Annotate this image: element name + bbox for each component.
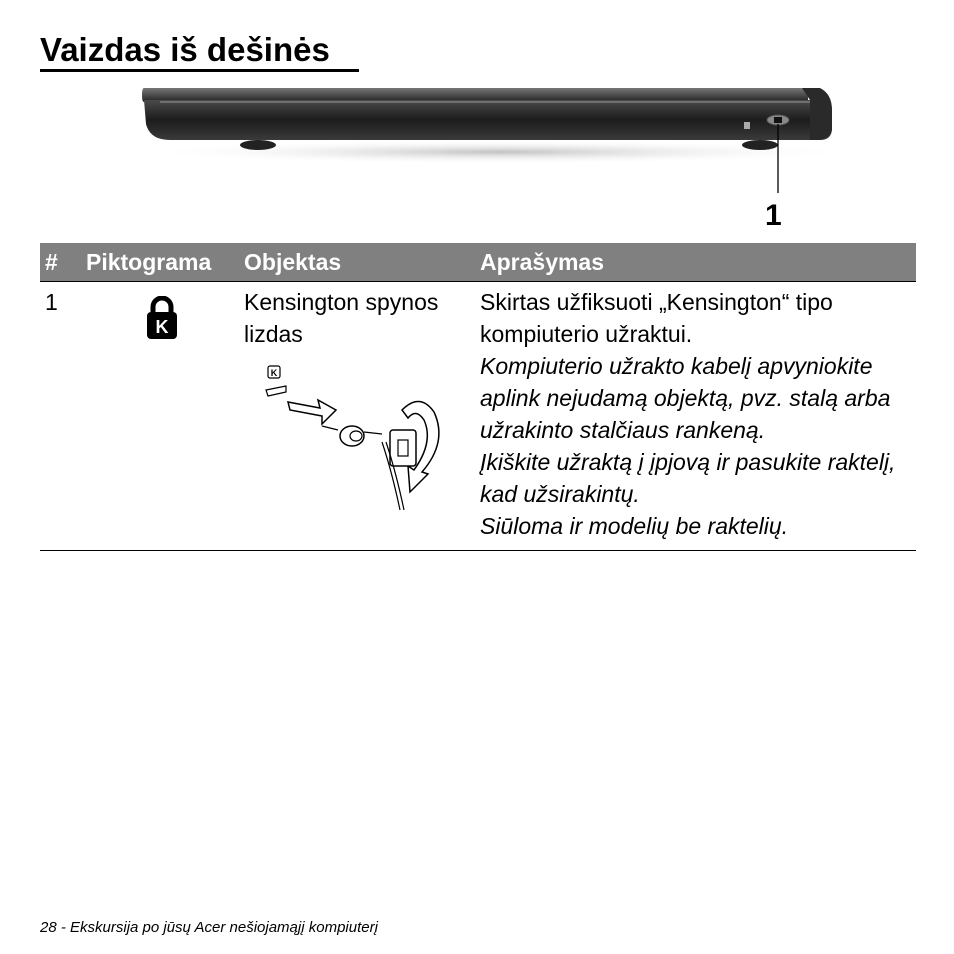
object-name: Kensington spynos lizdas xyxy=(244,289,439,347)
callout-number: 1 xyxy=(765,199,782,232)
description-note-keyless: Siūloma ir modelių be raktelių. xyxy=(480,513,789,539)
description-text: Skirtas užfiksuoti „Kensington“ tipo kompiuterio užraktui. xyxy=(480,289,833,347)
kensington-lock-icon xyxy=(145,296,179,340)
title-underline xyxy=(40,69,359,72)
page-footer: 28 - Ekskursija po jūsų Acer nešiojamąjį kompiuterį xyxy=(40,919,378,936)
table-row xyxy=(40,282,916,551)
header-description: Aprašymas xyxy=(475,243,916,282)
table-header-row xyxy=(40,243,916,282)
laptop-right-side-image xyxy=(120,80,860,230)
svg-text:K: K xyxy=(270,368,278,378)
page-title: Vaizdas iš dešinės xyxy=(40,31,330,68)
header-number: # xyxy=(40,243,81,282)
row-number: 1 xyxy=(40,282,81,551)
description-note-cable: Kompiuterio užrakto kabelį apvyniokite aplink nejudamą objektą, pvz. stalą arba užrakinto stalčiaus rankeną. xyxy=(480,353,891,443)
description-note-insert: Įkiškite užraktą į įpjovą ir pasukite raktelį, kad užsirakintų. xyxy=(480,449,896,507)
svg-text:K: K xyxy=(155,317,169,337)
header-icon: Piktograma xyxy=(81,243,239,282)
header-object: Objektas xyxy=(239,243,475,282)
lock-cable-illustration xyxy=(252,362,452,512)
specs-table xyxy=(40,243,916,551)
